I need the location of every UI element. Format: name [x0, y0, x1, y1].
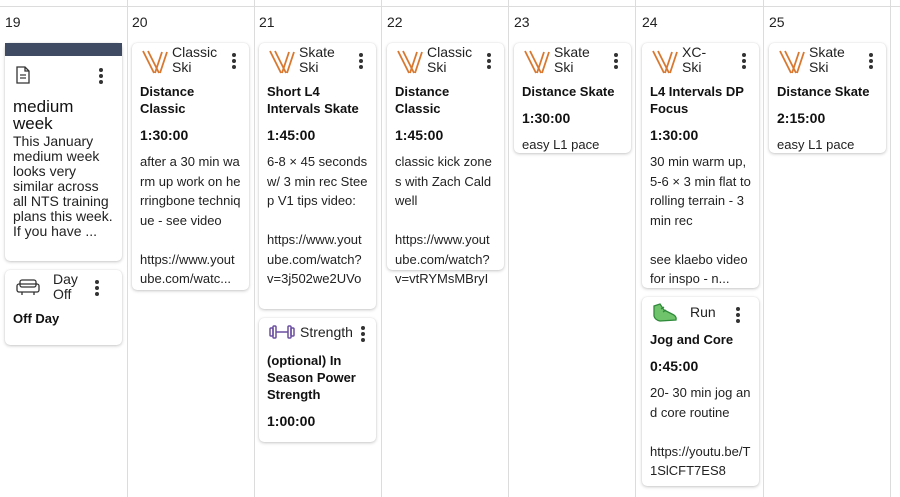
couch-icon: [16, 278, 40, 296]
workout-duration: 1:45:00: [267, 127, 316, 143]
workout-duration: 1:00:00: [267, 413, 316, 429]
workout-duration: 1:30:00: [140, 127, 189, 143]
workout-duration: 1:45:00: [395, 127, 444, 143]
workout-card[interactable]: [642, 297, 759, 486]
workout-duration: 2:15:00: [777, 110, 826, 126]
more-options-icon[interactable]: [94, 280, 100, 296]
workout-type: Strength: [300, 324, 353, 340]
grid-line: [635, 0, 636, 497]
more-options-icon[interactable]: [98, 68, 104, 84]
ski-icon: [395, 49, 423, 75]
workout-title: Jog and Core: [650, 332, 734, 347]
workout-type: Skate Ski: [299, 44, 335, 75]
workout-card[interactable]: [769, 43, 886, 153]
day-number: 22: [387, 14, 403, 30]
workout-card[interactable]: [259, 43, 376, 309]
day-number: 24: [642, 14, 658, 30]
day-number: 23: [514, 14, 530, 30]
grid-line: [763, 0, 764, 497]
grid-line: [890, 0, 891, 497]
workout-title: Distance Classic: [140, 84, 195, 116]
workout-type: Classic Ski: [427, 44, 473, 75]
workout-type: XC-Ski: [682, 44, 707, 75]
grid-line: [508, 0, 509, 497]
workout-type: Skate Ski: [554, 44, 590, 75]
note-header-bar: [5, 43, 122, 56]
workout-card[interactable]: [259, 318, 376, 442]
workout-title: Short L4 Intervals Skate: [267, 84, 359, 116]
workout-card[interactable]: [5, 270, 122, 345]
more-options-icon[interactable]: [735, 307, 741, 323]
note-title: medium week: [13, 97, 74, 133]
ski-icon: [267, 49, 295, 75]
grid-top-line: [0, 6, 900, 7]
more-options-icon[interactable]: [868, 53, 874, 69]
shoe-icon: [652, 302, 678, 324]
ski-icon: [777, 49, 805, 75]
workout-title: Distance Skate: [777, 84, 870, 99]
workout-description: 30 min warm up, 5-6 × 3 min flat to rolling terrain - 3 min rec see klaebo video for inspo - n...: [650, 154, 751, 286]
workout-title: Distance Classic: [395, 84, 450, 116]
more-options-icon[interactable]: [358, 53, 364, 69]
ski-icon: [522, 49, 550, 75]
document-icon: [15, 66, 31, 84]
more-options-icon[interactable]: [231, 53, 237, 69]
grid-line: [381, 0, 382, 497]
more-options-icon[interactable]: [613, 53, 619, 69]
workout-description: 20- 30 min jog and core routine https://youtu.be/T1SlCFT7ES8: [650, 385, 751, 478]
workout-title: L4 Intervals DP Focus: [650, 84, 744, 116]
day-number: 19: [5, 14, 21, 30]
workout-description: 6-8 × 45 seconds w/ 3 min rec Steep V1 tips video: https://www.youtube.com/watch?v=3j502we2UVo: [267, 154, 368, 286]
note-body: This January medium week looks very similar across all NTS training plans this week. If you have ...: [13, 133, 113, 239]
workout-duration: 1:30:00: [522, 110, 571, 126]
workout-card[interactable]: [387, 43, 504, 286]
more-options-icon[interactable]: [741, 53, 747, 69]
workout-title: (optional) In Season Power Strength: [267, 353, 356, 402]
note-card[interactable]: [5, 43, 122, 261]
workout-description: classic kick zones with Zach Caldwell https://www.youtube.com/watch?v=vtRYMsMBryI: [395, 154, 492, 286]
workout-description: after a 30 min warm up work on herringbone technique - see video https://www.youtube.com/watc...: [140, 154, 241, 286]
ski-icon: [140, 49, 168, 75]
grid-line: [254, 0, 255, 497]
workout-description: easy L1 pace: [777, 137, 855, 152]
workout-type: Classic Ski: [172, 44, 218, 75]
more-options-icon[interactable]: [486, 53, 492, 69]
workout-title: Off Day: [13, 311, 60, 326]
workout-card[interactable]: [132, 43, 249, 290]
grid-line: [127, 0, 128, 497]
workout-card[interactable]: [514, 43, 631, 153]
day-number: 20: [132, 14, 148, 30]
workout-type: Skate Ski: [809, 44, 845, 75]
more-options-icon[interactable]: [360, 326, 366, 342]
day-number: 21: [259, 14, 275, 30]
workout-duration: 1:30:00: [650, 127, 699, 143]
day-number: 25: [769, 14, 785, 30]
ski-icon: [650, 49, 678, 75]
dumbbell-icon: [269, 324, 295, 340]
workout-card[interactable]: [642, 43, 759, 288]
workout-duration: 0:45:00: [650, 358, 699, 374]
workout-description: easy L1 pace: [522, 137, 600, 152]
workout-type: Run: [690, 304, 716, 320]
workout-type: Day Off: [53, 271, 78, 302]
workout-title: Distance Skate: [522, 84, 615, 99]
